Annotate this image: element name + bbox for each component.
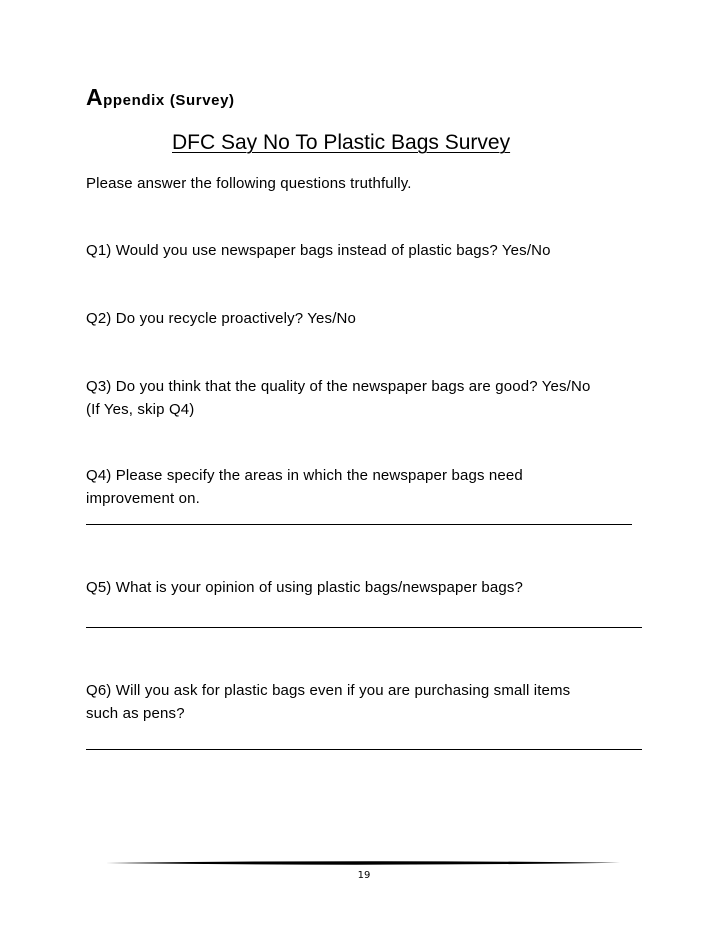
question-1: Q1) Would you use newspaper bags instead of plastic bags? Yes/No bbox=[86, 242, 551, 259]
page-number: 19 bbox=[357, 870, 371, 881]
appendix-heading-initial: A bbox=[86, 84, 104, 110]
answer-line-q5[interactable] bbox=[86, 627, 642, 628]
question-4-continued: improvement on. bbox=[86, 490, 200, 507]
survey-title: DFC Say No To Plastic Bags Survey bbox=[172, 131, 511, 154]
question-3-note: (If Yes, skip Q4) bbox=[86, 401, 195, 418]
appendix-heading-sub: (Survey) bbox=[169, 92, 235, 109]
question-3: Q3) Do you think that the quality of the newspaper bags are good? Yes/No bbox=[86, 378, 591, 395]
appendix-heading-rest: ppendix bbox=[103, 92, 165, 109]
answer-line-q4[interactable] bbox=[86, 524, 632, 525]
question-4: Q4) Please specify the areas in which the newspaper bags need bbox=[86, 467, 523, 484]
footer-rule bbox=[106, 860, 620, 866]
question-5: Q5) What is your opinion of using plastic bags/newspaper bags? bbox=[86, 579, 524, 596]
answer-line-q6[interactable] bbox=[86, 749, 642, 750]
question-6-continued: such as pens? bbox=[86, 705, 185, 722]
question-6: Q6) Will you ask for plastic bags even if you are purchasing small items bbox=[86, 682, 571, 699]
appendix-heading bbox=[86, 84, 235, 111]
question-2: Q2) Do you recycle proactively? Yes/No bbox=[86, 310, 356, 327]
survey-instructions: Please answer the following questions truthfully. bbox=[86, 175, 412, 192]
